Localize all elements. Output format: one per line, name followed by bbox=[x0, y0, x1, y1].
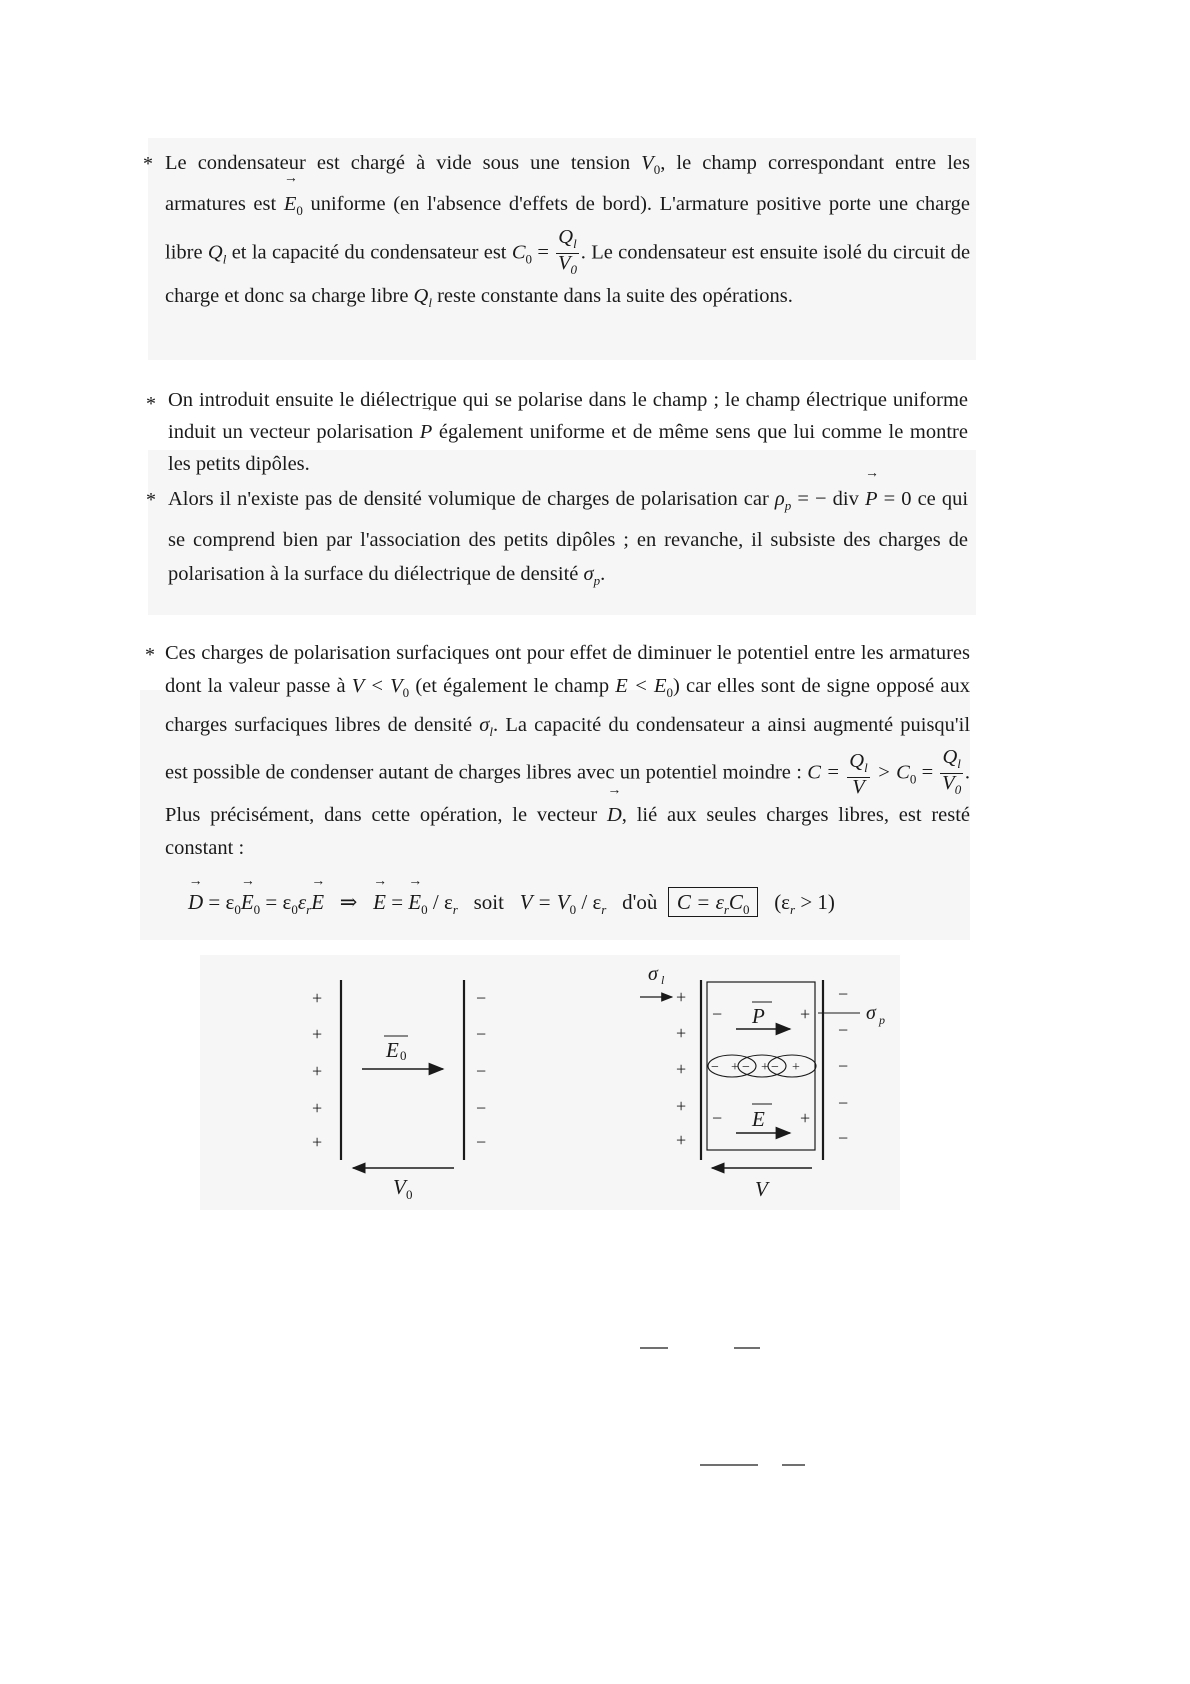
plus-sign: + bbox=[312, 1132, 323, 1152]
plus-sign: + bbox=[312, 988, 323, 1008]
minus-sign: − bbox=[838, 984, 849, 1004]
paragraph-2: On introduit ensuite le diélectrique qui se polarise dans le champ ; le champ électrique uniforme induit un vecteur polarisation → P également uniforme et de même sens que lui comme le montre les petits dipôles. bbox=[168, 384, 968, 480]
bullet-1: * bbox=[143, 153, 153, 175]
sigma-p-label: σ bbox=[866, 1002, 876, 1024]
voltage-label-v0: V bbox=[393, 1175, 406, 1199]
plus-sign: + bbox=[800, 1004, 811, 1024]
paragraph-1: Le condensateur est chargé à vide sous une tension $V_0$, le champ correspondant entre les armatures est → $E_0$ uniforme (en l'absence d'effets de bord). L'armature positive porte une charge libre $Q_l$ et la capacité du condensateur est $C_0$ = $\frac{Q_l}{V_0}$ . Le condensateur est ensuite isolé du circuit de charge et donc sa charge libre $Q_l$ reste constante dans la suite des opérations. bbox=[165, 146, 970, 320]
sigma-l-label: σ bbox=[648, 963, 658, 985]
fraction-c0-b: $\frac{Q_l}{V_0}$ bbox=[942, 746, 962, 798]
minus-sign: − bbox=[476, 1024, 487, 1044]
capacitor-dielectric bbox=[640, 963, 885, 1201]
minus-sign: − bbox=[838, 1093, 849, 1113]
fraction-c: $\frac{Q_l}{V}$ bbox=[849, 749, 868, 798]
minus-sign: − bbox=[476, 1098, 487, 1118]
plus-sign: + bbox=[676, 1059, 687, 1079]
fraction-c0: $\frac{Q_l}{V_0}$ bbox=[558, 226, 578, 278]
polarisation-label: P bbox=[752, 1004, 765, 1028]
bullet-3: * bbox=[146, 489, 156, 511]
minus-sign: − bbox=[712, 1108, 723, 1128]
field-label-e0: E bbox=[386, 1038, 399, 1062]
plus-sign: + bbox=[312, 1024, 323, 1044]
boxed-result: $C = \varepsilon_rC_0$ bbox=[668, 887, 759, 917]
plus-sign: + bbox=[676, 987, 687, 1007]
bullet-2: * bbox=[146, 393, 156, 415]
svg-text:−: − bbox=[771, 1060, 779, 1075]
svg-text:0: 0 bbox=[400, 1048, 407, 1063]
plus-sign: + bbox=[312, 1061, 323, 1081]
svg-text:+: + bbox=[731, 1060, 739, 1075]
svg-text:+: + bbox=[792, 1060, 800, 1075]
plus-sign: + bbox=[676, 1130, 687, 1150]
minus-sign: − bbox=[712, 1004, 723, 1024]
scan-marks bbox=[640, 1348, 805, 1465]
svg-text:p: p bbox=[879, 1013, 885, 1027]
plus-sign: + bbox=[312, 1098, 323, 1118]
final-equation: → $D = \varepsilon_0\to E_0 = \varepsilon_0\varepsilon_r\to E$ ⇒ → E = → $E_0 / \varepsilon_r$ soit $V = V_0 / \varepsilon_r$ d'où $C = \varepsilon_rC_0$ $(\varepsilon_r > 1)$ bbox=[188, 890, 835, 918]
minus-sign: − bbox=[838, 1056, 849, 1076]
plus-sign: + bbox=[800, 1108, 811, 1128]
minus-sign: − bbox=[838, 1128, 849, 1148]
svg-text:−: − bbox=[742, 1060, 750, 1075]
svg-text:+: + bbox=[761, 1060, 769, 1075]
bullet-4: * bbox=[145, 644, 155, 666]
minus-sign: − bbox=[476, 988, 487, 1008]
paragraph-4: Ces charges de polarisation surfaciques ont pour effet de diminuer le potentiel entre les armatures dont la valeur passe à $V < V_0$ (et également le champ $E < E_0$) car elles sont de signe opposé aux charges surfaciques libres de densité $\sigma_l$. La capacité du condensateur a ainsi augmenté puisqu'il est possible de condenser autant de charges libres avec un potentiel moindre : C = $\frac{Q_l}{V}$ > $C_0$ = $\frac{Q_l}{V_0}$ . Plus précisément, dans cette opération, le vecteur → D, lié aux seules charges libres, est resté constant : bbox=[165, 637, 970, 865]
paragraph-3: Alors il n'existe pas de densité volumique de charges de polarisation car $\rho_p$ = − div → P = 0 ce qui se comprend bien par l'association des petits dipôles ; en revanche, il subsiste des charges de polarisation à la surface du diélectrique de densité $\sigma_p$. bbox=[168, 482, 968, 598]
svg-text:0: 0 bbox=[406, 1187, 413, 1202]
minus-sign: − bbox=[476, 1061, 487, 1081]
field-label-e: E bbox=[752, 1107, 765, 1131]
capacitor-empty bbox=[312, 980, 486, 1202]
plus-sign: + bbox=[676, 1023, 687, 1043]
svg-text:l: l bbox=[661, 973, 665, 987]
plus-sign: + bbox=[676, 1096, 687, 1116]
svg-text:−: − bbox=[711, 1060, 719, 1075]
voltage-label-v: V bbox=[755, 1177, 768, 1201]
minus-sign: − bbox=[838, 1020, 849, 1040]
minus-sign: − bbox=[476, 1132, 487, 1152]
